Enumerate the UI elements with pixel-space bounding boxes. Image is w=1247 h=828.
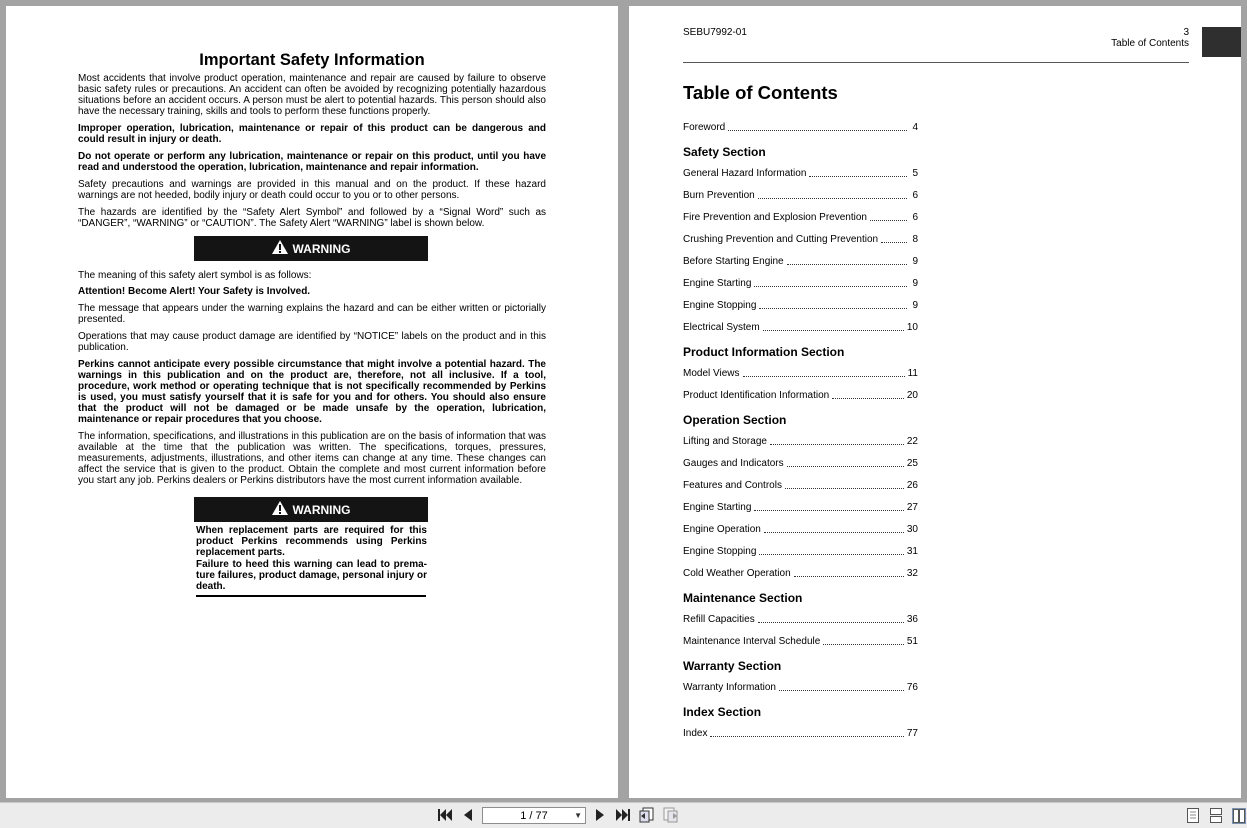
toc-entry-label: Electrical System	[683, 322, 760, 333]
toc-entry-page: 25	[906, 458, 918, 469]
precautions-paragraph: Safety precautions and warnings are provided in this manual and on the product. If these hazard warnings are not heeded, bodily injury or death could occur to you or to other persons.	[78, 179, 546, 201]
go-forward-button[interactable]	[662, 807, 680, 825]
toc-section-warranty[interactable]: Warranty Section	[683, 659, 782, 673]
section-tab	[1202, 27, 1241, 57]
toc-entry-page: 26	[906, 480, 918, 491]
toc-entry[interactable]	[683, 524, 918, 535]
toc-entry-label: General Hazard Information	[683, 168, 807, 179]
chevron-down-icon[interactable]: ▼	[574, 811, 582, 820]
last-page-icon	[616, 809, 630, 824]
go-back-icon	[639, 807, 655, 826]
continuous-view-icon	[1210, 810, 1222, 827]
toc-entry[interactable]	[683, 614, 918, 625]
toc-entry-page: 27	[906, 502, 918, 513]
first-page-button[interactable]	[436, 807, 454, 825]
toc-entry-label: Model Views	[683, 368, 740, 379]
page-number: 3	[1183, 27, 1189, 38]
toc-entry-label: Crushing Prevention and Cutting Prevention	[683, 234, 879, 245]
information-paragraph: The information, specifications, and illustrations in this publication are on the basis of information that was available at the time that the publication was written. The specifications, torques, pressures, measurements, adjustments, illustrations, and other items can change at any time. These changes can affect the service that is given to the product. Obtain the complete and most current information before you start any job. Perkins dealers or Perkins distributors have the most current information available.	[78, 431, 546, 486]
toc-entry-page: 9	[912, 300, 918, 311]
toc-entry[interactable]	[683, 368, 918, 379]
intro-paragraph: Most accidents that involve product operation, maintenance and repair are caused by failure to observe basic safety rules or precautions. An accident can often be avoided by recognizing potentially hazardous situations before an accident occurs. A person must be alert to potential hazards. This person should also have the necessary training, skills and tools to perform these functions properly.	[78, 73, 546, 117]
continuous-view-button[interactable]	[1210, 808, 1224, 824]
attention-statement: Attention! Become Alert! Your Safety is Involved.	[78, 286, 311, 297]
toc-entry-label: Engine Stopping	[683, 300, 757, 311]
toc-entry-label: Burn Prevention	[683, 190, 755, 201]
toc-entry-page: 6	[912, 190, 918, 201]
toc-leader	[764, 531, 904, 533]
toc-entry[interactable]	[683, 390, 918, 401]
toc-entry-label: Engine Stopping	[683, 546, 757, 557]
toc-entry-page: 31	[906, 546, 918, 557]
toc-leader	[743, 375, 905, 377]
toc-entry-page: 11	[907, 368, 918, 379]
previous-page-button[interactable]	[459, 807, 477, 825]
warning-label-text: WARNING	[292, 241, 351, 256]
toc-entry-foreword[interactable]	[683, 122, 918, 133]
toc-leader	[881, 241, 907, 243]
toc-leader	[758, 621, 904, 623]
page-title: Important Safety Information	[199, 51, 425, 69]
toc-leader	[759, 553, 903, 555]
single-page-view-button[interactable]	[1187, 808, 1201, 824]
toc-entry-label: Warranty Information	[683, 682, 776, 693]
toc-entry-page: 6	[912, 212, 918, 223]
warning-label-text: WARNING	[292, 502, 351, 517]
toc-entry-label: Cold Weather Operation	[683, 568, 791, 579]
toc-entry[interactable]	[683, 300, 918, 311]
toc-entry[interactable]	[683, 168, 918, 179]
toc-entry-label: Maintenance Interval Schedule	[683, 636, 821, 647]
toc-entry-label: Engine Operation	[683, 524, 761, 535]
toc-leader	[832, 397, 904, 399]
toc-entry-page: 4	[912, 122, 918, 133]
toc-leader	[759, 307, 907, 309]
toc-entry-page: 8	[912, 234, 918, 245]
page-left	[6, 6, 618, 798]
perkins-disclaimer: Perkins cannot anticipate every possible circumstance that might involve a potential hazard. The warnings in this publication and on the product are, therefore, not all inclusive. If a tool, procedure, work method or operating technique that is not specifically recommended by Perkins is used, you must satisfy yourself that it is safe for you and for others. You should also ensure that the product will not be damaged or be made unsafe by the operation, lubrication, maintenance or repair procedures that you choose.	[78, 359, 546, 425]
toc-section-maintenance[interactable]: Maintenance Section	[683, 591, 803, 605]
page-indicator: 1 / 77	[520, 809, 548, 822]
toc-entry[interactable]	[683, 636, 918, 647]
running-header	[1111, 27, 1189, 49]
toc-entry[interactable]	[683, 190, 918, 201]
toc-entry[interactable]	[683, 480, 918, 491]
toc-entry[interactable]	[683, 458, 918, 469]
toc-entry-page: 5	[912, 168, 918, 179]
operate-statement: Do not operate or perform any lubrication, maintenance or repair on this product, until you have read and understood the operation, lubrication, maintenance and repair information.	[78, 151, 546, 173]
toc-entry-page: 20	[906, 390, 918, 401]
toc-entry-label: Engine Starting	[683, 278, 752, 289]
warning-label	[194, 236, 428, 261]
toc-entry-page: 51	[906, 636, 918, 647]
toc-leader	[779, 689, 904, 691]
toc-entry-page: 30	[906, 524, 918, 535]
toc-leader	[794, 575, 904, 577]
toc-entry-label: Product Identification Information	[683, 390, 830, 401]
toc-leader	[785, 487, 904, 489]
toc-entry-label: Gauges and Indicators	[683, 458, 784, 469]
toc-leader	[787, 465, 904, 467]
toc-section-operation[interactable]: Operation Section	[683, 413, 787, 427]
toc-entry-page: 77	[906, 728, 918, 739]
toc-leader	[787, 263, 907, 265]
two-page-view-icon	[1233, 810, 1245, 827]
toc-entry[interactable]	[683, 436, 918, 447]
toc-entry-page: 36	[906, 614, 918, 625]
symbol-meaning: The meaning of this safety alert symbol is as follows:	[78, 270, 312, 281]
toc-entry-label: Refill Capacities	[683, 614, 755, 625]
toc-entry-page: 10	[906, 322, 918, 333]
toc-section-safety[interactable]: Safety Section	[683, 145, 766, 159]
first-page-icon	[438, 809, 452, 824]
toc-leader	[770, 443, 904, 445]
toc-entry[interactable]	[683, 568, 918, 579]
toc-title: Table of Contents	[683, 82, 838, 103]
hazards-paragraph: The hazards are identified by the “Safety Alert Symbol” and followed by a “Signal Word” such as “DANGER”, “WARNING” or “CAUTION”. The Safety Alert “WARNING” label is shown below.	[78, 207, 546, 229]
page-right	[629, 6, 1241, 798]
toc-entry-label: Features and Controls	[683, 480, 782, 491]
toc-entry-page: 22	[906, 436, 918, 447]
warning-label-2	[194, 497, 428, 522]
toc-leader	[710, 735, 903, 737]
document-id: SEBU7992-01	[683, 27, 747, 38]
next-page-icon	[596, 809, 604, 824]
toc-section-product-information[interactable]: Product Information Section	[683, 345, 845, 359]
toc-leader	[823, 643, 904, 645]
toc-entry-label: Before Starting Engine	[683, 256, 784, 267]
toc-entry-page: 9	[912, 256, 918, 267]
go-back-button[interactable]	[638, 807, 656, 825]
navigation-toolbar	[0, 802, 1247, 828]
go-forward-icon	[663, 807, 679, 826]
next-page-button[interactable]	[591, 807, 609, 825]
toc-entry[interactable]	[683, 322, 918, 333]
toc-entry[interactable]	[683, 502, 918, 513]
single-page-view-icon	[1187, 810, 1199, 827]
toc-leader	[809, 175, 907, 177]
message-paragraph: The message that appears under the warning explains the hazard and can be either written or pictorially presented.	[78, 303, 546, 325]
prev-page-icon	[464, 809, 472, 824]
toc-entry-page: 76	[906, 682, 918, 693]
warning-triangle-icon	[272, 501, 288, 518]
toc-entry-label: Engine Starting	[683, 502, 752, 513]
toc-entry[interactable]	[683, 728, 918, 739]
toc-entry[interactable]	[683, 256, 918, 267]
warning-triangle-icon	[272, 240, 288, 257]
toc-entry[interactable]	[683, 546, 918, 557]
toc-leader	[728, 129, 907, 131]
toc-entry-label: Lifting and Storage	[683, 436, 767, 447]
two-page-view-button[interactable]	[1232, 808, 1246, 824]
toc-leader	[763, 329, 904, 331]
header-divider	[683, 62, 1189, 63]
toc-entry[interactable]	[683, 212, 918, 223]
running-head-title: Table of Contents	[1111, 38, 1189, 49]
warning-divider	[196, 595, 426, 597]
toc-leader	[870, 219, 907, 221]
toc-entry[interactable]	[683, 234, 918, 245]
toc-leader	[758, 197, 907, 199]
toc-leader	[754, 285, 907, 287]
warning-text-parts: When replacement parts are required for this product Perkins recommends using Perkins replacement parts.	[196, 525, 427, 558]
toc-entry-label: Index	[683, 728, 708, 739]
danger-statement: Improper operation, lubrication, maintenance or repair of this product can be dangerous and could result in injury or death.	[78, 123, 546, 145]
warning-text-failure: Failure to heed this warning can lead to prema- ture failures, product damage, personal injury or death.	[196, 559, 427, 592]
page-number-input[interactable]	[482, 807, 586, 824]
notice-paragraph: Operations that may cause product damage are identified by “NOTICE” labels on the product and in this publication.	[78, 331, 546, 353]
toc-entry-page: 9	[912, 278, 918, 289]
toc-entry[interactable]	[683, 278, 918, 289]
toc-section-index[interactable]: Index Section	[683, 705, 762, 719]
last-page-button[interactable]	[614, 807, 632, 825]
toc-entry-label: Foreword	[683, 122, 726, 133]
toc-leader	[754, 509, 903, 511]
toc-entry[interactable]	[683, 682, 918, 693]
toc-entry-label: Fire Prevention and Explosion Prevention	[683, 212, 867, 223]
toc-entry-page: 32	[906, 568, 918, 579]
